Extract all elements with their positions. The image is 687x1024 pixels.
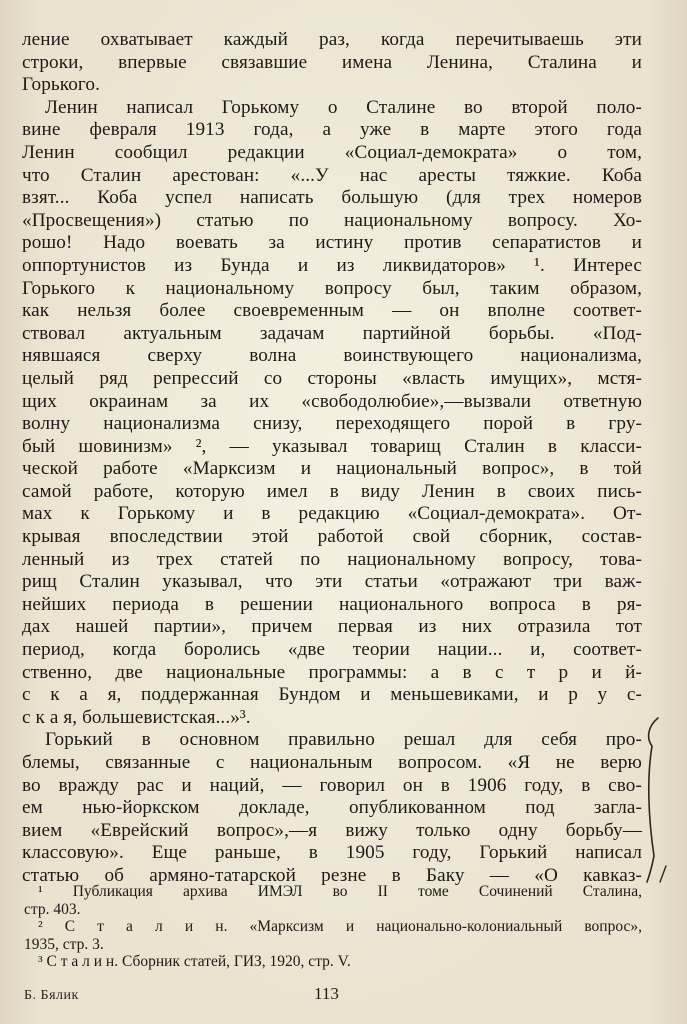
text-line: Горького к национальному вопросу был, таким образом, [22,277,642,299]
text-line: во вражду рас и наций, — говорил он в 1906 году, в сво- [22,774,642,796]
page-number: 113 [314,984,339,1003]
text-line: ческой работе «Марксизм и национальный вопрос», в той [22,458,642,480]
text-line: статью об армяно-татарской резне в Баку — «О кавказ- [22,864,642,886]
text-line: строки, впервые связавшие имена Ленина, Сталина и [22,51,642,73]
text-line: рищ Сталин указывал, что эти статьи «отражают три важ- [22,571,642,593]
text-line: бый шовинизм» ², — указывал товарищ Сталин в класси- [22,435,642,457]
text-line: Горький в основном правильно решал для себя про- [45,729,642,751]
footnote-line: ³ С т а л и н. Сборник статей, ГИЗ, 1920, стр. V. [38,953,351,970]
text-line: ственно, две национальные программы: а в с т р и й- [22,661,642,683]
text-line: крывая впоследствии этой работой свой сборник, состав- [22,526,642,548]
text-line: ствовал актуальным задачам партийной борьбы. «Под- [22,322,642,344]
footnote-line: 1935, стр. 3. [24,935,104,953]
text-line: ление охватывает каждый раз, когда перечитываешь эти [22,29,642,50]
text-line: период, когда боролись «две теории нации... и, соответ- [22,639,642,661]
text-line: целый ряд репрессий со стороны «власть имущих», мстя- [22,367,642,389]
page-footer [0,984,687,1008]
text-line: Ленин написал Горькому о Сталине во второй поло- [45,96,642,118]
text-line: рошо! Надо воевать за истину против сепаратистов и [22,232,642,254]
text-line: Ленин сообщил редакции «Социал-демократа» о том, [22,141,642,163]
footnote-line: ¹ Публикация архива ИМЭЛ во II томе Сочинений Сталина, [38,883,642,900]
text-line: как нельзя более своевременным — он вполне соответ- [22,300,642,322]
text-line: мах к Горькому и в редакцию «Социал-демократа». От- [22,503,642,525]
printer-signature-mark: Б. Бялик [24,988,79,1003]
footnote-line: ² С т а л и н. «Марксизм и национально-колониальный вопрос», [38,918,642,935]
text-line: дах нашей партии», причем первая из них отразила тот [22,616,642,638]
text-line: что Сталин арестован: «...У нас аресты тяжкие. Коба [22,164,642,186]
text-line: ем нью-йоркском докладе, опубликованном под загла- [22,797,642,819]
margin-pencil-mark [644,716,672,884]
text-line: самой работе, которую имел в виду Ленин в своих пись- [22,480,642,502]
text-line: вием «Еврейский вопрос»,—я вижу только одну борьбу— [22,819,642,841]
text-line: нейших периода в решении национального вопроса в ря- [22,593,642,615]
footnotes [24,883,642,971]
text-line: блемы, связанные с национальным вопросом. «Я не верю [22,752,642,773]
text-line: вине февраля 1913 года, а уже в марте этого года [22,119,642,141]
text-line: оппортунистов из Бунда и из ликвидаторов» ¹. Интерес [22,254,642,276]
text-line: щих окраинам за их «свободолюбие»,—вызвали ответную [22,390,642,412]
text-line: с к а я, большевистская...»³. [22,706,251,728]
text-line: ленный из трех статей по национальному вопросу, това- [22,548,642,570]
text-line: волну национализма снизу, переходящего порой в гру- [22,413,642,435]
text-line: «Просвещения») статью по национальному вопросу. Хо- [22,209,642,231]
footnote-line: стр. 403. [24,900,81,918]
text-line: Горького. [22,74,100,96]
text-line: взят... Коба успел написать большую (для трех номеров [22,187,642,209]
text-line: с к а я, поддержанная Бундом и меньшевиками, и р у с- [22,684,642,706]
text-line: нявшаяся сверху волна воинствующего национализма, [22,345,642,367]
text-line: классовую». Еще раньше, в 1905 году, Горький написал [22,842,642,864]
main-text [22,29,642,888]
